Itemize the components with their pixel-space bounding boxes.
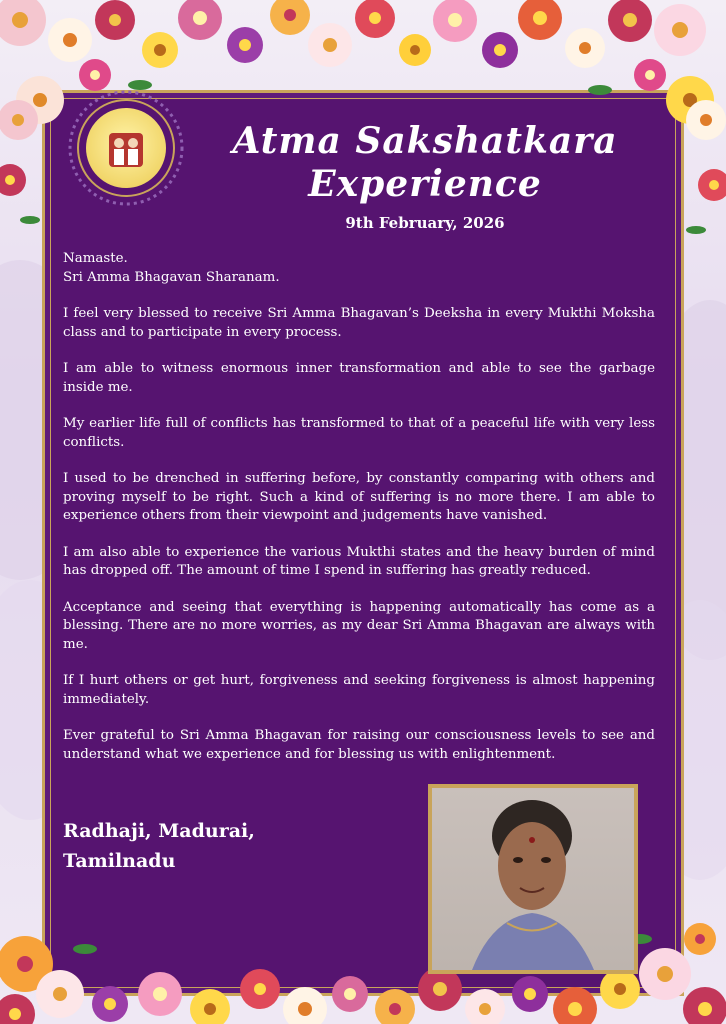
letter-body bbox=[63, 250, 655, 782]
paragraph: I am also able to experience the various Mukthi states and the heavy burden of mind has dropped off. The amount of time I spend in suffering has greatly reduced. bbox=[63, 544, 655, 578]
greeting-line-1: Namaste. bbox=[63, 251, 128, 266]
paragraph: I used to be drenched in suffering before, by constantly comparing with others and proving myself to be right. Such a kind of suffering is no more there. I am able to experience others from their viewpoint and judgements have vanished. bbox=[63, 471, 655, 523]
author-line-2: Tamilnadu bbox=[63, 850, 176, 872]
paragraph: Ever grateful to Sri Amma Bhagavan for raising our consciousness levels to see and understand what we experience and for blessing us with enlightenment. bbox=[63, 728, 655, 762]
paragraph: I am able to witness enormous inner transformation and able to see the garbage inside me. bbox=[63, 361, 655, 395]
paragraph: Acceptance and seeing that everything is happening automatically has come as a blessing. There are no more worries, as my dear Sri Amma Bhagavan are always with me. bbox=[63, 599, 655, 652]
title-line-2: Experience bbox=[308, 163, 542, 205]
author-photo bbox=[432, 788, 634, 970]
title-line-1: Atma Sakshatkara bbox=[232, 120, 618, 162]
flower-cluster-left bbox=[0, 90, 60, 250]
paragraph: My earlier life full of conflicts has transformed to that of a peaceful life with very less conflicts. bbox=[63, 416, 655, 450]
author-line-1: Radhaji, Madurai, bbox=[63, 820, 255, 842]
author-photo-frame bbox=[428, 784, 638, 974]
greeting bbox=[63, 250, 655, 287]
emblem-logo bbox=[64, 86, 188, 210]
author-signature bbox=[63, 816, 255, 876]
deity-emblem-icon bbox=[86, 108, 166, 188]
paragraph: I feel very blessed to receive Sri Amma Bhagavan’s Deeksha in every Mukthi Moksha class and to participate in every process. bbox=[63, 306, 655, 340]
greeting-line-2: Sri Amma Bhagavan Sharanam. bbox=[63, 269, 280, 285]
flower-cluster-right bbox=[666, 90, 726, 260]
date: 9th February, 2026 bbox=[345, 214, 505, 232]
paragraph: If I hurt others or get hurt, forgiveness and seeking forgiveness is almost happening immediately. bbox=[63, 673, 655, 707]
